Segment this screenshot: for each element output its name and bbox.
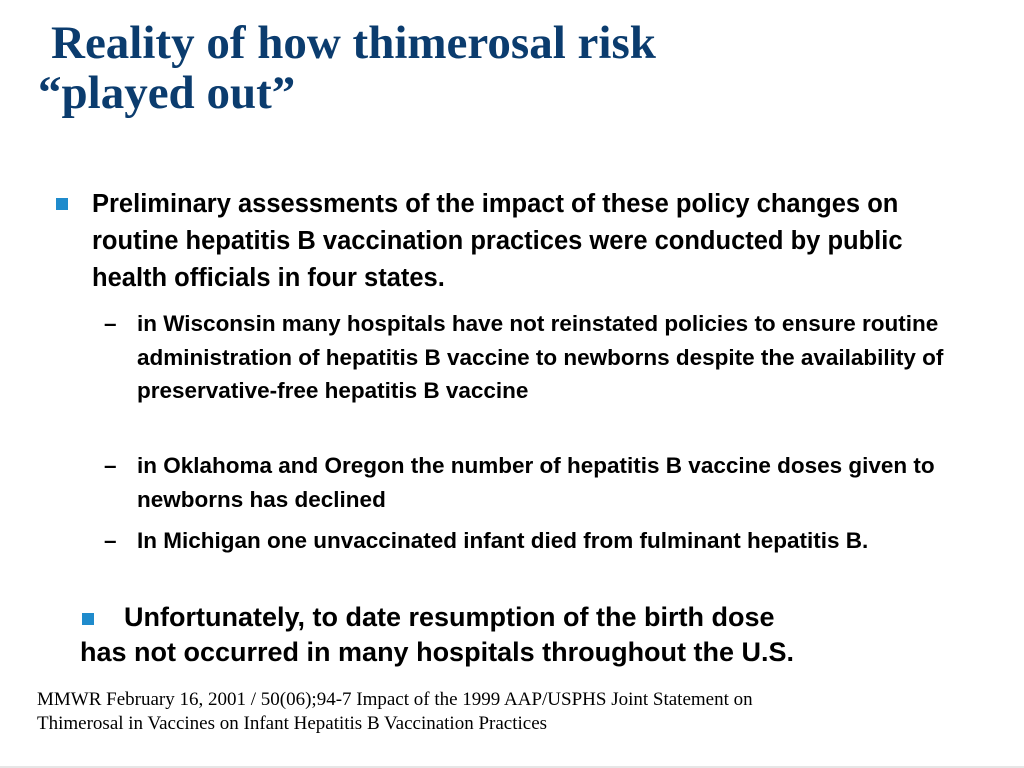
citation	[37, 688, 967, 736]
dash-icon: –	[104, 528, 117, 553]
citation-line1: MMWR February 16, 2001 / 50(06);94-7 Impact of the 1999 AAP/USPHS Joint Statement on	[37, 689, 753, 710]
bullet-preliminary-assessments: Preliminary assessments of the impact of these policy changes on routine hepatitis B vaccination practices were conducted by public health officials in four states.	[92, 190, 903, 292]
slide-title-line1: Reality of how thimerosal risk	[51, 17, 656, 69]
bullet-birth-dose-line2: has not occurred in many hospitals throughout the U.S.	[80, 637, 795, 667]
dash-icon: –	[104, 311, 117, 336]
slide-title-line2: “played out”	[38, 67, 296, 119]
bullet-birth-dose	[80, 600, 960, 670]
sub-bullet-wisconsin: in Wisconsin many hospitals have not reinstated policies to ensure routine administration of hepatitis B vaccine to newborns despite the availability of preservative-free hepatitis B vaccine	[137, 311, 944, 403]
square-bullet-icon	[56, 198, 68, 210]
bullet-birth-dose-line1: Unfortunately, to date resumption of the birth dose	[124, 602, 775, 632]
dash-icon: –	[104, 453, 117, 478]
sub-bullet-michigan: In Michigan one unvaccinated infant died from fulminant hepatitis B.	[137, 528, 869, 553]
citation-line2: Thimerosal in Vaccines on Infant Hepatitis B Vaccination Practices	[37, 713, 548, 734]
sub-bullet-oklahoma-oregon: in Oklahoma and Oregon the number of hepatitis B vaccine doses given to newborns has declined	[137, 453, 935, 512]
